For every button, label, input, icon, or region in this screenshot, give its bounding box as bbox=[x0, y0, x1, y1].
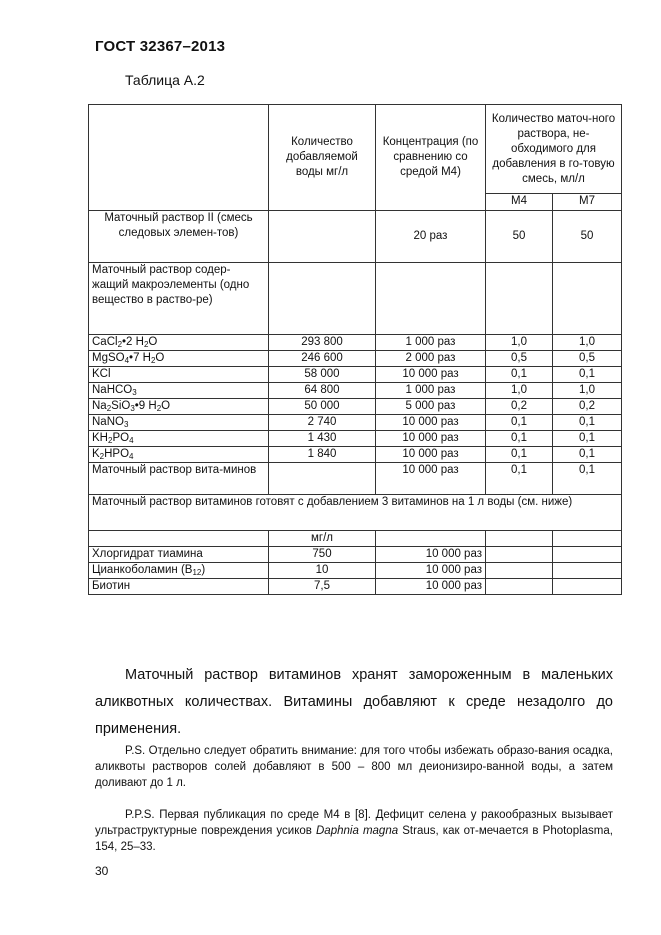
empty-cell bbox=[553, 547, 622, 563]
row-concentration: 1 000 раз bbox=[376, 383, 486, 399]
vitamin-amount: 750 bbox=[269, 547, 376, 563]
pps-text-after: Straus, как от-мечается в Photoplasma, 154, 25–33. bbox=[95, 825, 613, 853]
row-amount bbox=[269, 211, 376, 263]
table-caption: Таблица А.2 bbox=[125, 72, 205, 88]
header-amount: Количество добавляемой воды мг/л bbox=[269, 105, 376, 211]
row-m7 bbox=[553, 263, 622, 335]
table-row bbox=[89, 383, 622, 399]
document-header: ГОСТ 32367–2013 bbox=[95, 38, 226, 55]
row-m4 bbox=[486, 263, 553, 335]
unit-empty-cell bbox=[553, 531, 622, 547]
storage-paragraph: Маточный раствор витаминов хранят замороженным в маленьких аликвотных количествах. Витамины добавляют к среде незадолго до применения. bbox=[95, 667, 613, 737]
row-name: $KH_2PO_4$ bbox=[89, 431, 269, 447]
table-note: Маточный раствор витаминов готовят с добавлением 3 витаминов на 1 л воды (см. ниже) bbox=[89, 495, 622, 531]
table-row bbox=[89, 367, 622, 383]
row-m7: 0,1 bbox=[553, 415, 622, 431]
unit-empty-cell bbox=[486, 531, 553, 547]
row-amount: 50 000 bbox=[269, 399, 376, 415]
row-name: $Na_2SiO_3•9$ $H_2O$ bbox=[89, 399, 269, 415]
row-m7: 0,1 bbox=[553, 367, 622, 383]
header-m4: М4 bbox=[486, 194, 553, 211]
unit-empty-cell bbox=[89, 531, 269, 547]
row-m4: 50 bbox=[486, 211, 553, 263]
header-empty-cell bbox=[89, 105, 269, 211]
row-concentration: 2 000 раз bbox=[376, 351, 486, 367]
row-m4: 1,0 bbox=[486, 383, 553, 399]
row-m7: 50 bbox=[553, 211, 622, 263]
row-m7: 0,1 bbox=[553, 431, 622, 447]
row-m7: 0,1 bbox=[553, 463, 622, 495]
row-amount: 2 740 bbox=[269, 415, 376, 431]
table-row bbox=[89, 415, 622, 431]
row-amount bbox=[269, 263, 376, 335]
row-m4: 0,1 bbox=[486, 415, 553, 431]
row-m4: 0,1 bbox=[486, 367, 553, 383]
row-name: NaNO$_3$ bbox=[89, 415, 269, 431]
ps-paragraph: P.S. Отдельно следует обратить внимание: для того чтобы избежать образо-вания осадка, аликвоты растворов солей добавляют в 500 – 800 мл деионизиро-ванной воды, а затем доливают до 1 л. bbox=[95, 745, 613, 789]
row-m4: 1,0 bbox=[486, 335, 553, 351]
row-name: CaCl$_2$•2 $H_2O$ bbox=[89, 335, 269, 351]
unit-empty-cell bbox=[376, 531, 486, 547]
table-row bbox=[89, 579, 622, 595]
row-name: KCl bbox=[89, 367, 269, 383]
row-m7: 1,0 bbox=[553, 383, 622, 399]
row-m4: 0,1 bbox=[486, 447, 553, 463]
page-number: 30 bbox=[95, 864, 109, 878]
table-row bbox=[89, 447, 622, 463]
table-row bbox=[89, 335, 622, 351]
vitamin-unit: мг/л bbox=[269, 531, 376, 547]
table-row bbox=[89, 211, 622, 263]
row-concentration: 1 000 раз bbox=[376, 335, 486, 351]
table-row bbox=[89, 399, 622, 415]
table-row bbox=[89, 431, 622, 447]
empty-cell bbox=[553, 579, 622, 595]
row-amount: 246 600 bbox=[269, 351, 376, 367]
row-concentration: 10 000 раз bbox=[376, 415, 486, 431]
vitamin-concentration: 10 000 раз bbox=[376, 579, 486, 595]
row-m4: 0,1 bbox=[486, 431, 553, 447]
row-m7: 0,5 bbox=[553, 351, 622, 367]
vitamin-name: Биотин bbox=[89, 579, 269, 595]
row-amount: 64 800 bbox=[269, 383, 376, 399]
row-amount: 1 840 bbox=[269, 447, 376, 463]
row-amount: 58 000 bbox=[269, 367, 376, 383]
table-row bbox=[89, 351, 622, 367]
row-name: MgSO$_4$•7 $H_2O$ bbox=[89, 351, 269, 367]
vitamin-concentration: 10 000 раз bbox=[376, 547, 486, 563]
row-concentration: 10 000 раз bbox=[376, 431, 486, 447]
table-row bbox=[89, 263, 622, 335]
empty-cell bbox=[486, 579, 553, 595]
row-name: NaHCO$_3$ bbox=[89, 383, 269, 399]
empty-cell bbox=[486, 547, 553, 563]
row-amount bbox=[269, 463, 376, 495]
header-volume: Количество маточ-ного раствора, не-обходимого для добавления в го-товую смесь, мл/л bbox=[486, 105, 622, 194]
row-m4: 0,5 bbox=[486, 351, 553, 367]
row-m7: 0,2 bbox=[553, 399, 622, 415]
table-row bbox=[89, 547, 622, 563]
row-m7: 1,0 bbox=[553, 335, 622, 351]
row-concentration: 20 раз bbox=[376, 211, 486, 263]
pps-text-before: P.P.S. Первая публикация по среде М4 в [8]. Дефицит селена у ракообразных вызывает ультраструктурные повреждения усиков bbox=[95, 809, 613, 837]
vitamin-amount: 10 bbox=[269, 563, 376, 579]
row-amount: 1 430 bbox=[269, 431, 376, 447]
row-m4: 0,2 bbox=[486, 399, 553, 415]
vitamin-amount: 7,5 bbox=[269, 579, 376, 595]
vitamin-name: Хлоргидрат тиамина bbox=[89, 547, 269, 563]
empty-cell bbox=[553, 563, 622, 579]
vitamin-name: Цианкоболамин $(B_{12})$ bbox=[89, 563, 269, 579]
row-m4: 0,1 bbox=[486, 463, 553, 495]
row-concentration: 10 000 раз bbox=[376, 463, 486, 495]
row-name: Маточный раствор вита-минов bbox=[89, 463, 269, 495]
row-m7: 0,1 bbox=[553, 447, 622, 463]
pps-species: Daphnia magna bbox=[316, 825, 399, 837]
vitamin-unit-row bbox=[89, 531, 622, 547]
table-row bbox=[89, 463, 622, 495]
pps-paragraph bbox=[95, 807, 613, 855]
row-amount: 293 800 bbox=[269, 335, 376, 351]
row-name: Маточный раствор II (смесь следовых элемен-тов) bbox=[89, 211, 269, 263]
table-row bbox=[89, 563, 622, 579]
header-m7: М7 bbox=[553, 194, 622, 211]
row-concentration: 10 000 раз bbox=[376, 367, 486, 383]
empty-cell bbox=[486, 563, 553, 579]
vitamin-concentration: 10 000 раз bbox=[376, 563, 486, 579]
row-name: $K_2HPO_4$ bbox=[89, 447, 269, 463]
composition-table bbox=[88, 104, 622, 595]
row-concentration: 10 000 раз bbox=[376, 447, 486, 463]
table-note-row bbox=[89, 495, 622, 531]
row-concentration bbox=[376, 263, 486, 335]
row-concentration: 5 000 раз bbox=[376, 399, 486, 415]
row-name: Маточный раствор содер-жащий макроэлементы (одно вещество в раство-ре) bbox=[89, 263, 269, 335]
header-concentration: Концентрация (по сравнению со средой М4) bbox=[376, 105, 486, 211]
